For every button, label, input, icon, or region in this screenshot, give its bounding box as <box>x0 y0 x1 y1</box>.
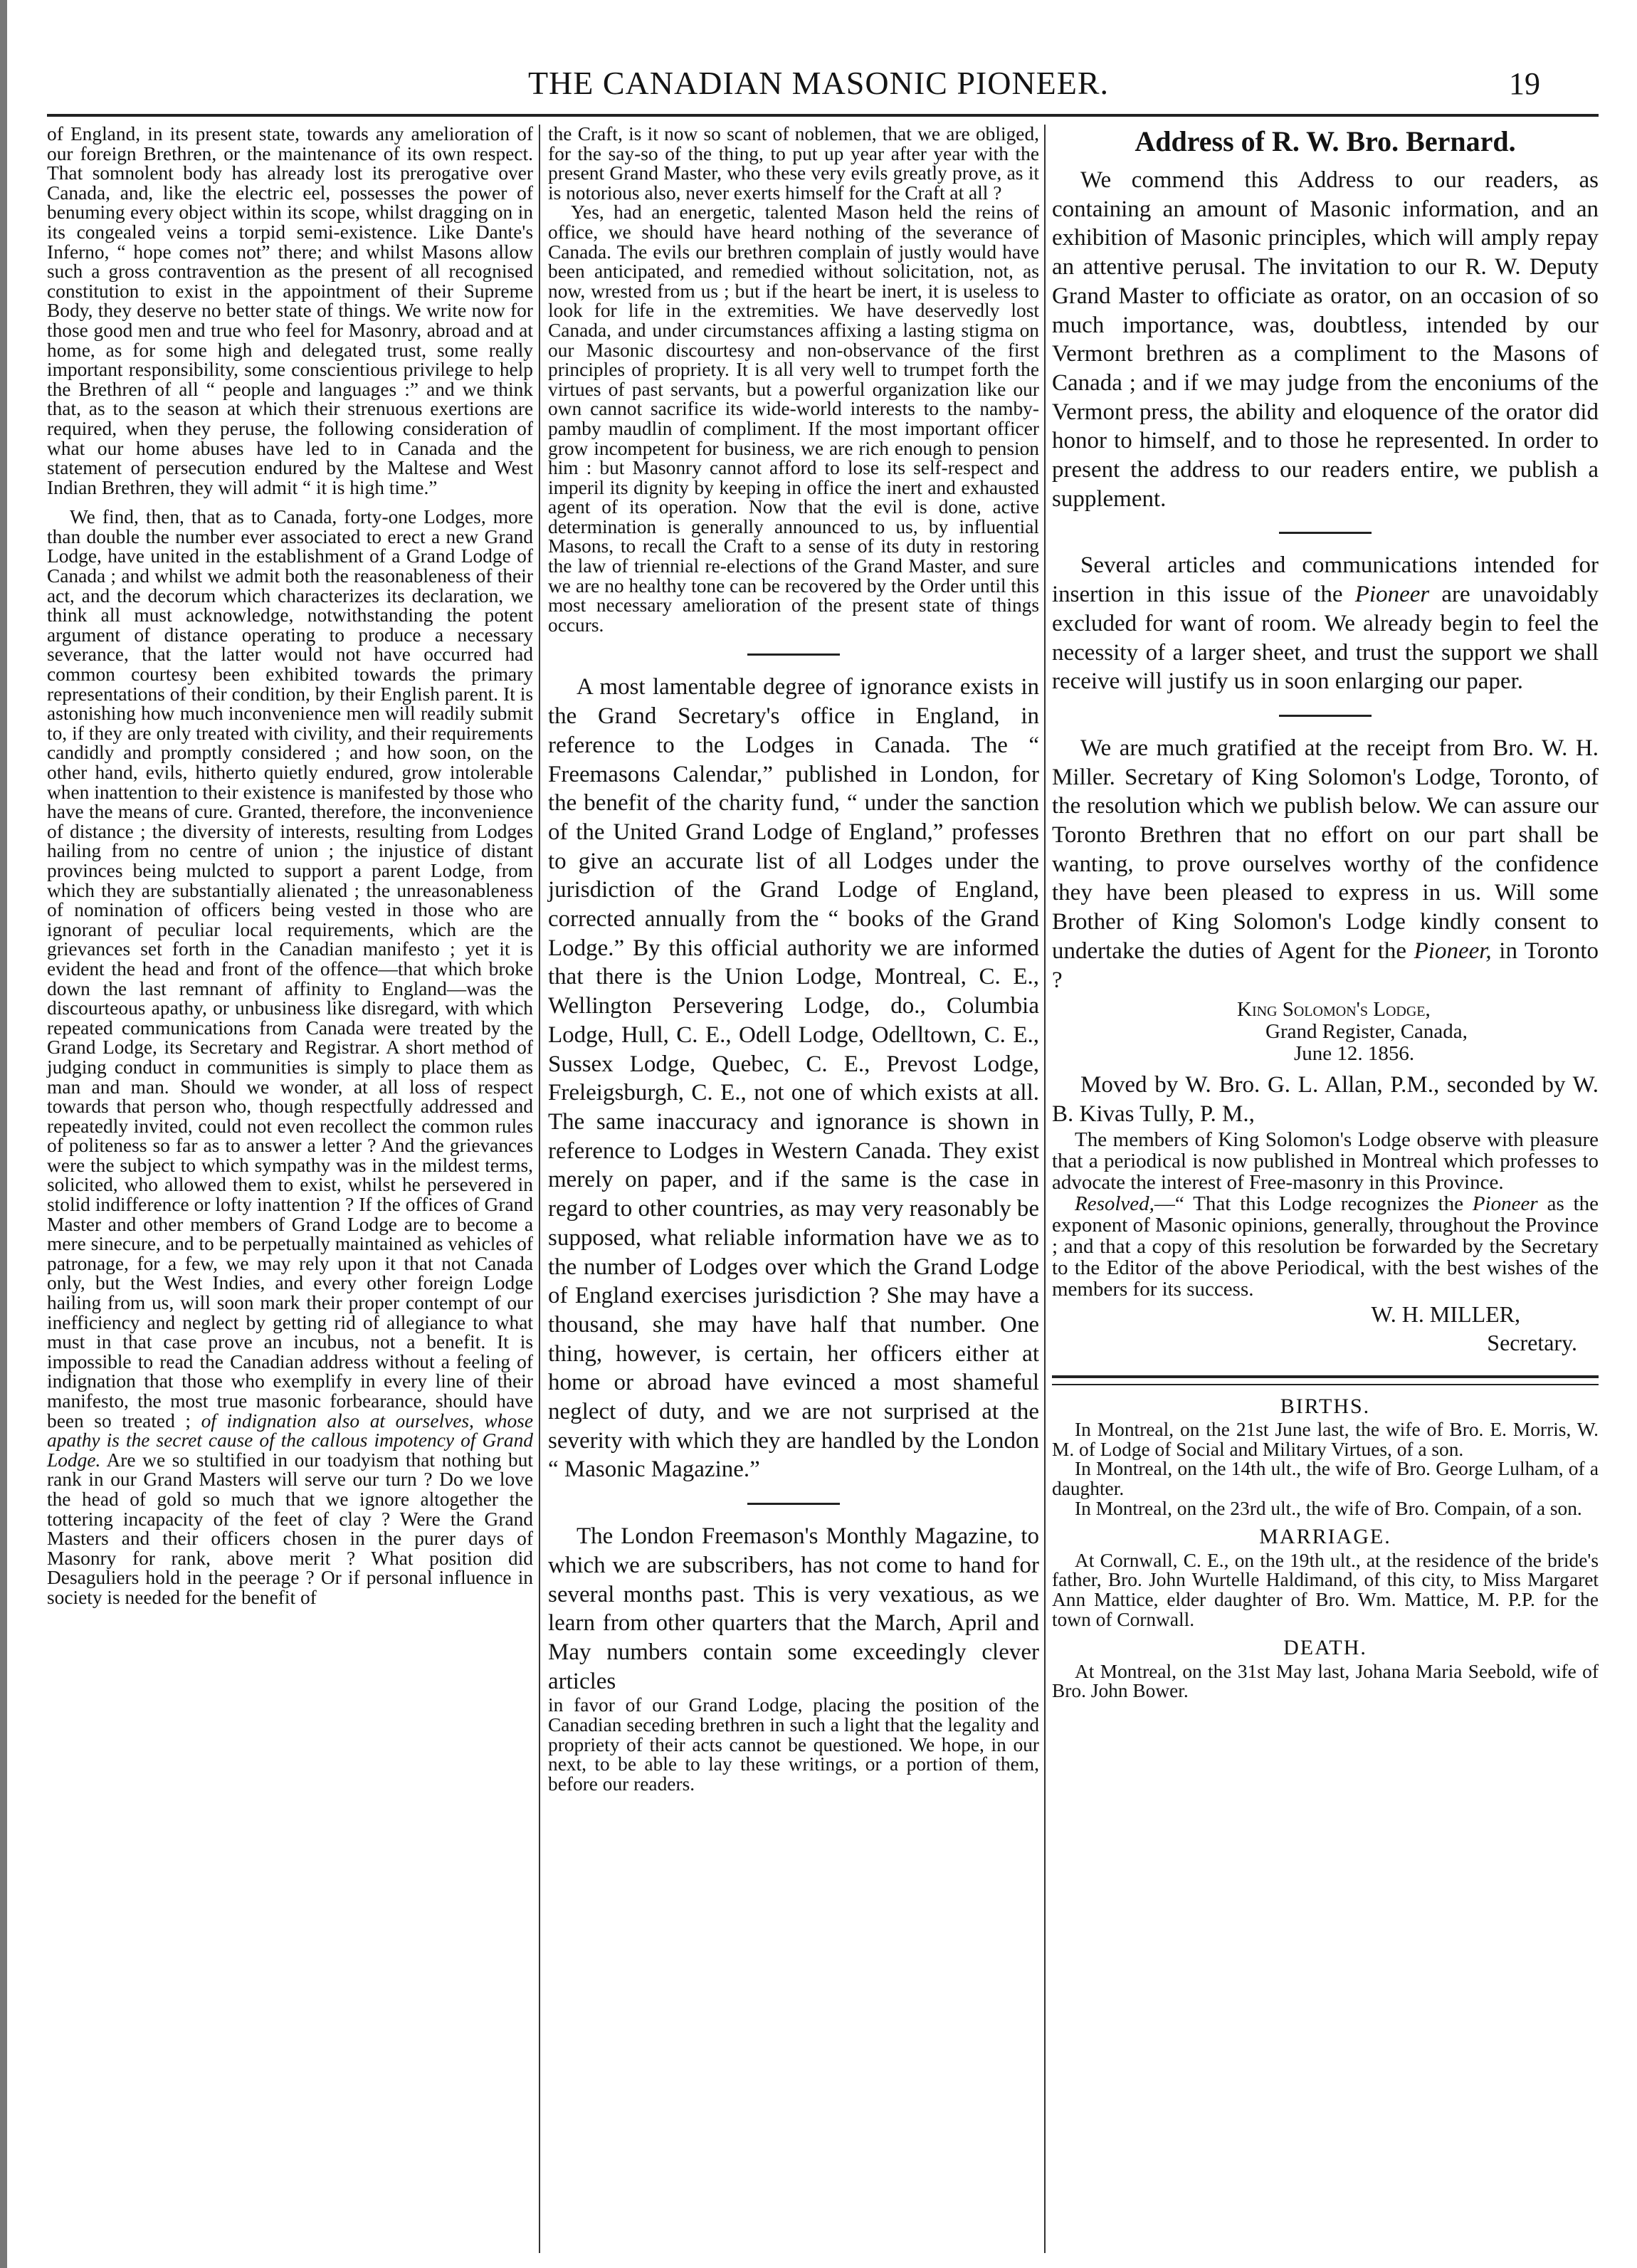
death-heading: DEATH. <box>1283 1636 1367 1660</box>
members-text: The members of King Solomon's Lodge observe with pleasure that a periodical is now published in Montreal which professes to advocate the interest of Free-masonry in this Province. <box>1052 1128 1599 1194</box>
column-middle <box>548 125 1039 1794</box>
signature-name: W. H. MILLER, <box>1371 1301 1520 1327</box>
article-paragraph: the Craft, is it now so scant of noblemen, that we are obliged, for the say-so of the thing, to put up year after year with the present Grand Master, who these very evils greatly prove, as it is notorious also, never exerts himself for the Craft at all ? <box>548 123 1039 204</box>
death-notice: At Montreal, on the 31st May last, Johana Maria Seebold, wife of Bro. John Bower. <box>1052 1660 1599 1702</box>
italic-text: Pioneer, <box>1414 938 1492 964</box>
birth-notice: In Montreal, on the 14th ult., the wife of Bro. George Lulham, of a daughter. <box>1052 1458 1599 1500</box>
paragraph-text: as the exponent of Masonic opinions, generally, throughout the Province ; and that a copy of this resolution be forwarded by the Secretary to the Editor of the above Periodical, with the best wishes of the members for its success. <box>1052 1192 1599 1301</box>
paragraph-text: We find, then, that as to Canada, forty-one Lodges, more than double the number ever associated to erect a new Grand Lodge, have united in the establishment of a Grand Lodge of Canada ; and whilst we admit both the reasonableness of their act, and the decorum which characterizes its declaration, we think all must acknowledge, notwithstanding the potent argument of distance operating to produce a necessary severance, that the latter would not have occurred had common courtesy been exhibited towards the primary representations of their condition, by their English parent. It is astonishing how much inconvenience men will readily submit to, if they are only treated with civility, and their requirements candidly and promptly considered ; and how soon, on the other hand, evils, hitherto quietly endured, grow intolerable when inattention to their existence is manifested by those who have the means of cure. Granted, therefore, the inconvenience of distance ; the diversity of interests, resulting from Lodges hailing from no centre of union ; the injustice of distant provinces being mulcted to support a parent Lodge, from which they are substantially alienated ; the unreasonableness of nomination of officers being vested in those who are ignorant of peculiar local requirements, which are the grievances set forth in the Canadian manifesto ; yet it is evident the head and front of the offence—that which broke down the last remnant of affinity to England—was the discourteous apathy, or unbusiness like disregard, with which repeated communications from Canada were treated by the Grand Lodge, its Secretary and Registrar. A short method of judging conduct in communities is simply to place them as man and man. Should we wonder, at all loss of respect towards that person who, though respectfully addressed and repeatedly invited, could not even recollect the common rules of politeness so far as to answer a letter ? And the grievances were the subject to which sympathy was in the mildest terms, solicited, who allowed them to exist, whilst he persevered in stolid indifference or lofty inattention ? If the offices of Grand Master and other members of Grand Lodge are to become a mere sinecure, and to be perpetually maintained as vehicles of patronage, for a few, we may rely upon it that not Canada only, but the West Indies, and every other foreign Lodge hailing from us, will soon mark their proper contempt of our inefficiency and neglect by getting rid of allegiance to what must in that case prove an incubus, not a benefit. It is impossible to read the Canadian address without a feeling of indignation that those who exemplify in every line of their manifesto, the most true masonic forbearance, should have been so treated ; <box>47 506 533 1432</box>
italic-text: Pioneer <box>1354 582 1430 608</box>
page-header-title: THE CANADIAN MASONIC PIONEER. <box>527 65 1110 101</box>
lodge-register: Grand Register, Canada, <box>1265 1020 1468 1044</box>
scan-edge <box>0 0 7 2268</box>
column-left <box>47 125 533 1608</box>
page-number: 19 <box>1509 66 1540 101</box>
section-separator <box>1279 715 1372 717</box>
double-rule <box>1052 1375 1599 1385</box>
resolved-label: Resolved, <box>1075 1192 1154 1215</box>
column-divider <box>1044 125 1046 2253</box>
article-paragraph: of England, in its present state, towards any amelioration of our foreign Brethren, or the maintenance of its own respect. That somnolent body has already lost its prerogative over Canada, and, like the electric eel, possesses the power of benuming every object within its scope, whilst dragging on in its congealed veins a torpid semi-existence. Like Dante's Inferno, “ hope comes not” there; and whilst Masons allow such a gross contravention as the present of all recognised constitution to exist in the appointment of their Supreme Body, they deserve no better state of things. We write now for those good men and true who feel for Masonry, abroad and at home, as for some high and delegated trust, some really important responsibility, some conscientious privilege to help the Brethren of all “ people and languages :” and we think that, as to the season at which their strenuous exertions are required, when they peruse, the following consideration of what our home abuses have led to in Canada and the statement of persecution endured by the Maltese and West Indian Brethren, they will admit “ it is high time.” <box>47 123 533 498</box>
signature-title: Secretary. <box>1487 1329 1577 1355</box>
lodge-date: June 12. 1856. <box>1294 1042 1415 1066</box>
paragraph-text: are unavoidably excluded for want of room. We already begin to feel the necessity of a larger sheet, and trust the support we shall receive will justify us in soon enlarging our paper. <box>1052 582 1599 695</box>
births-heading: BIRTHS. <box>1280 1394 1371 1418</box>
paragraph-text: We are much gratified at the receipt from Bro. W. H. Miller. Secretary of King Solomon's Lodge, Toronto, of the resolution which we publish below. We can assure our Toronto Brethren that no effort on our part shall be wanting, to prove ourselves worthy of the confidence they have been pleased to express in us. Will some Brother of King Solomon's Lodge kindly consent to undertake the duties of Agent for the <box>1052 735 1599 964</box>
section-separator <box>747 1503 840 1505</box>
article-heading: Address of R. W. Bro. Bernard. <box>1135 125 1516 157</box>
article-paragraph <box>1052 734 1599 994</box>
column-divider <box>539 125 540 2253</box>
italic-text: Pioneer <box>1472 1192 1538 1215</box>
marriage-notice: At Cornwall, C. E., on the 19th ult., at the residence of the bride's father, Bro. John Wurtelle Haldimand, of this city, to Miss Margaret Ann Mattice, elder daughter of Bro. Wm. Mattice, M. P.P. for the town of Cornwall. <box>1052 1549 1599 1630</box>
signature-block <box>1052 1300 1599 1357</box>
italic-text: of indignation also at ourselves, whose apathy is the secret cause of the callous impotency of Grand Lodge. <box>47 1409 533 1471</box>
lodge-dateline <box>1052 999 1599 1065</box>
paragraph-text: Are we so stultified in our toadyism that nothing but rank in our Grand Masters will serve our turn ? Do we love the head of gold so much that we ignore altogether the tottering incapacity of the feet of clay ? Were the Grand Masters and their officers chosen in the purer days of Masonry for rank, above merit ? What position did Desaguliers hold in the peerage ? Or if personal influence in society is needed for the benefit of <box>47 1449 534 1608</box>
resolution-text <box>1052 1193 1599 1300</box>
column-right <box>1052 125 1599 1701</box>
lodge-name: King Solomon's Lodge, <box>1237 998 1431 1022</box>
article-paragraph: Yes, had an energetic, talented Mason held the reins of office, we should have heard nothing of the severance of Canada. The evils our brethren complain of justly would have been anticipated, and remedied without solicitation, not, as now, wrested from us ; but if the heart be inert, it is useless to look for life in the extremities. We have deservedly lost Canada, and under circumstances affixing a lasting stigma on our Masonic discourtesy and non-observance of the first principles of propriety. It is all very well to trumpet forth the virtues of past servants, but a powerful organization like our own cannot sacrifice its wide-world interests to the namby-pamby maudlin of compliment. If the most important officer grow incompetent for business, we are rich enough to pension him : but Masonry cannot afford to lose its self-respect and imperil its dignity by keeping in office the inert and exhausted agent of its operation. Now that the evil is done, active determination is generally announced to us, by influential Masons, to recall the Craft to a sense of its duty in restoring the law of triennial re-elections of the Grand Master, and sure we are no healthy tone can be recovered by the Order until this most necessary amelioration of the present state of things occurs. <box>548 201 1039 636</box>
paragraph-text: Several articles and communications intended for insertion in this issue of the <box>1052 552 1599 608</box>
article-paragraph: The London Freemason's Monthly Magazine, to which we are subscribers, has not come to hand for several months past. This is very vexatious, as we learn from other quarters that the March, April and May numbers contain some exceedingly clever articles <box>548 1523 1039 1694</box>
article-paragraph <box>1052 551 1599 696</box>
article-paragraph: A most lamentable degree of ignorance exists in the Grand Secretary's office in England, in reference to the Lodges in Canada. The “ Freemasons Calendar,” published in London, for the benefit of the charity fund, “ under the sanction of the United Grand Lodge of England,” professes to give an accurate list of all Lodges under the jurisdiction of the Grand Lodge of England, corrected annually from the “ books of the Grand Lodge.” By this official authority we are informed that there is the Union Lodge, Montreal, C. E., Wellington Persevering Lodge, do., Columbia Lodge, Hull, C. E., Odell Lodge, Odelltown, C. E., Sussex Lodge, Quebec, C. E., Prevost Lodge, Freleigsburgh, C. E., not one of which exists at all. The same inaccuracy and ignorance is shown in reference to Lodges in Western Canada. They exist merely on paper, and if the same is the case in regard to other countries, as may very reasonably be supposed, what reliable information have we as to the number of Lodges over which the Grand Lodge of England exercises jurisdiction ? She may have a thousand, she may have half that number. One thing, however, is certain, her officers either at home or abroad have evinced a most shameful neglect of duty, and we are not surprised at the severity with which they are handled by the London “ Masonic Magazine.” <box>548 674 1039 1483</box>
marriage-heading: MARRIAGE. <box>1259 1525 1391 1549</box>
birth-notice: In Montreal, on the 23rd ult., the wife of Bro. Compain, of a son. <box>1075 1497 1582 1519</box>
section-separator <box>747 653 840 656</box>
header-rule <box>47 114 1599 117</box>
paragraph-text: in Toronto ? <box>1052 938 1599 993</box>
paragraph-text: —“ That this Lodge recognizes the <box>1154 1192 1464 1215</box>
birth-notice: In Montreal, on the 21st June last, the wife of Bro. E. Morris, W. M. of Lodge of Social and Military Virtues, of a son. <box>1052 1419 1599 1460</box>
article-paragraph <box>47 508 533 1607</box>
section-separator <box>1279 532 1372 534</box>
motion-text: Moved by W. Bro. G. L. Allan, P.M., seconded by W. B. Kivas Tully, P. M., <box>1052 1072 1599 1127</box>
article-paragraph: We commend this Address to our readers, as containing an amount of Masonic information, and an exhibition of Masonic principles, which will amply repay an attentive perusal. The invitation to our R. W. Deputy Grand Master to officiate as orator, on an occasion of so much importance, was, doubtless, intended by our Vermont brethren as a compliment to the Masons of Canada ; and if we may judge from the enconiums of the Vermont press, the ability and eloquence of the orator did honor to himself, and to those he represented. In order to present the address to our readers entire, we publish a supplement. <box>1052 167 1599 512</box>
article-paragraph: in favor of our Grand Lodge, placing the position of the Canadian seceding brethren in such a light that the legality and propriety of their acts cannot be questioned. We hope, in our next, to be able to lay these writings, or a portion of them, before our readers. <box>548 1694 1039 1795</box>
